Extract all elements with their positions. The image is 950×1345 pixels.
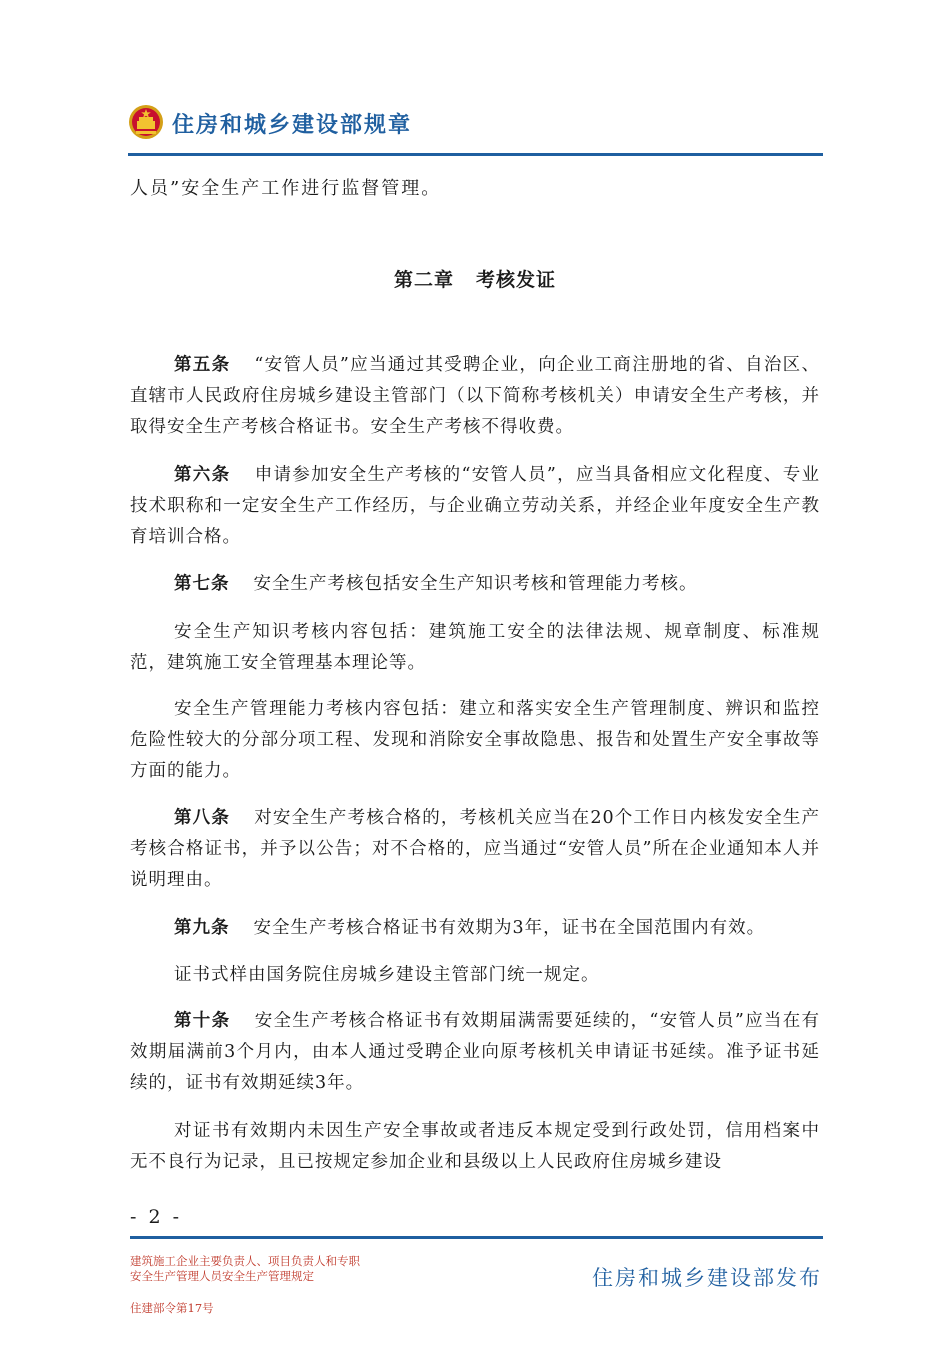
article-paragraph [130, 913, 820, 944]
regulation-title-line: 安全生产管理人员安全生产管理规定 [130, 1269, 314, 1283]
chapter-number: 第二章 [393, 269, 454, 291]
article-paragraph [130, 1006, 820, 1099]
paragraph-text: 对证书有效期内未因生产安全事故或者违反本规定受到行政处罚，信用档案中无不良行为记录，且已按规定参加企业和县级以上人民政府住房城乡建设 [130, 1121, 820, 1172]
document-number: 住建部令第17号 [130, 1301, 214, 1315]
article-number: 第五条 [174, 355, 231, 375]
article-number: 第十条 [174, 1011, 231, 1031]
page-header [128, 100, 823, 158]
article-text: 安全生产考核合格证书有效期为3年，证书在全国范围内有效。 [253, 918, 766, 938]
header-title: 住房和城乡建设部规章 [172, 113, 413, 138]
body-paragraph [130, 617, 820, 679]
regulation-title-line: 建筑施工企业主要负责人、项目负责人和专职 [130, 1254, 360, 1268]
body-paragraph [130, 694, 820, 787]
body-paragraph [130, 1116, 820, 1178]
article-paragraph [130, 460, 820, 553]
regulation-title [130, 1254, 360, 1284]
article-number: 第七条 [174, 574, 230, 594]
page-number: - 2 - [130, 1206, 183, 1228]
chapter-title: 考核发证 [476, 269, 557, 291]
article-number: 第六条 [174, 465, 231, 485]
article-number: 第九条 [174, 918, 230, 938]
chapter-heading [130, 265, 820, 292]
paragraph-text: 安全生产管理能力考核内容包括：建立和落实安全生产管理制度、辨识和监控危险性较大的分部分项工程、发现和消除安全事故隐患、报告和处置生产安全事故等方面的能力。 [130, 699, 820, 781]
article-number: 第八条 [174, 808, 231, 828]
article-text: “安管人员”应当通过其受聘企业，向企业工商注册地的省、自治区、直辖市人民政府住房城乡建设主管部门（以下简称考核机关）申请安全生产考核，并取得安全生产考核合格证书。安全生产考核不得收费。 [130, 355, 820, 437]
article-text: 申请参加安全生产考核的“安管人员”，应当具备相应文化程度、专业技术职称和一定安全生产工作经历，与企业确立劳动关系，并经企业年度安全生产教育培训合格。 [130, 465, 820, 547]
paragraph-text: 安全生产知识考核内容包括：建筑施工安全的法律法规、规章制度、标准规范，建筑施工安全管理基本理论等。 [130, 622, 820, 673]
article-paragraph [130, 803, 820, 896]
article-text: 安全生产考核合格证书有效期届满需要延续的，“安管人员”应当在有效期届满前3个月内，由本人通过受聘企业向原考核机关申请证书延续。准予证书延续的，证书有效期延续3年。 [130, 1011, 820, 1093]
national-emblem-icon [128, 104, 164, 140]
body-paragraph [130, 960, 820, 991]
article-paragraph [130, 350, 820, 443]
publisher: 住房和城乡建设部发布 [592, 1266, 822, 1290]
footer-divider [130, 1236, 823, 1239]
article-text: 安全生产考核包括安全生产知识考核和管理能力考核。 [253, 574, 698, 594]
header-divider [128, 153, 823, 156]
article-text: 对安全生产考核合格的，考核机关应当在20个工作日内核发安全生产考核合格证书，并予以公告；对不合格的，应当通过“安管人员”所在企业通知本人并说明理由。 [130, 808, 820, 890]
article-paragraph [130, 569, 820, 600]
continued-text: 人员”安全生产工作进行监督管理。 [130, 178, 442, 199]
paragraph-text: 证书式样由国务院住房城乡建设主管部门统一规定。 [174, 965, 600, 985]
